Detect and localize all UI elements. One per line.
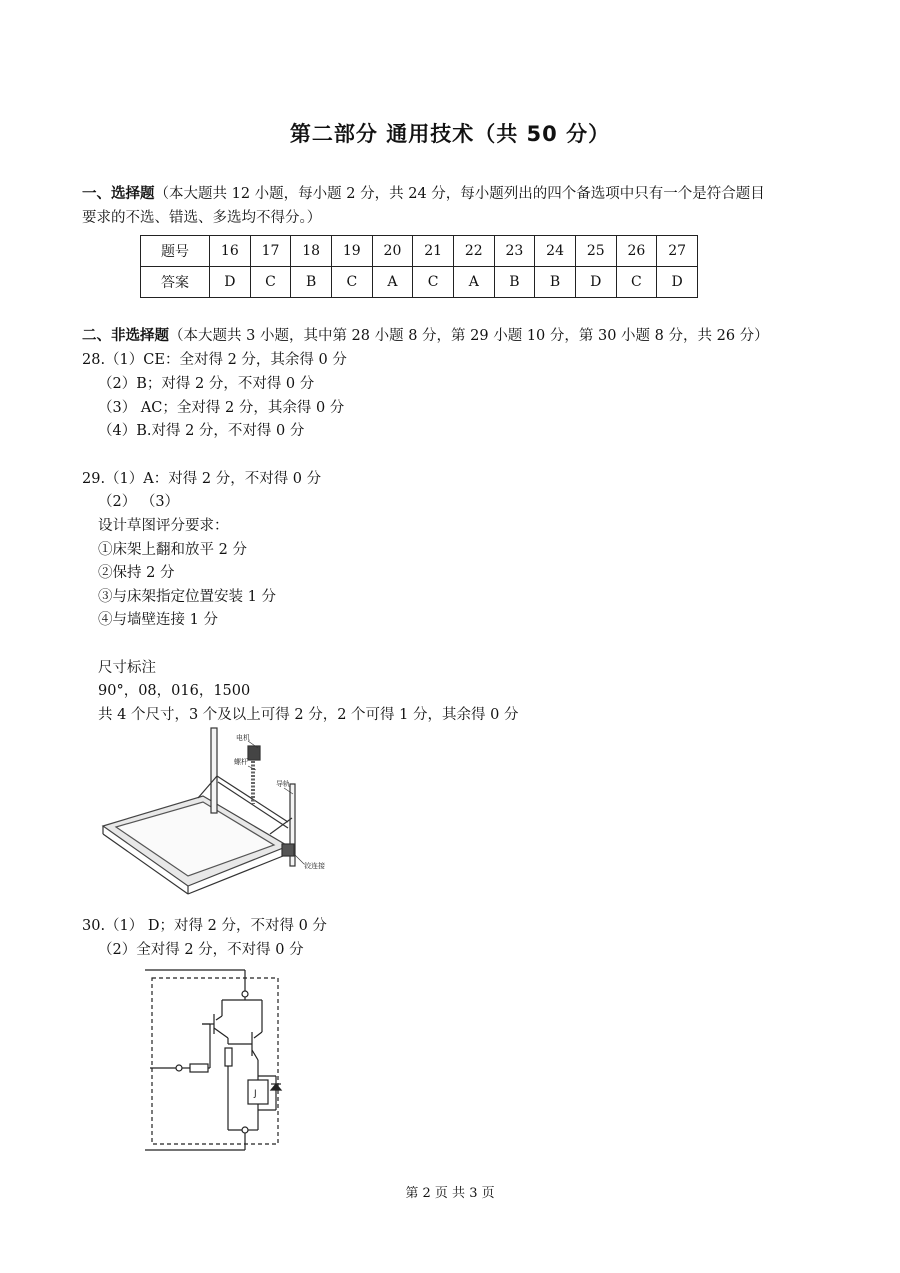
section1-intro bbox=[82, 182, 765, 203]
answer-cell: B bbox=[535, 267, 576, 298]
q28-line: （3） AC；全对得 2 分，其余得 0 分 bbox=[98, 400, 345, 416]
answer-cell: B bbox=[494, 267, 535, 298]
q29-line: ④与墙壁连接 1 分 bbox=[98, 612, 218, 628]
table-row-answers bbox=[141, 267, 698, 298]
motor-label: 电机 bbox=[236, 734, 250, 742]
q28-line: 28.（1）CE：全对得 2 分，其余得 0 分 bbox=[82, 352, 347, 368]
answer-cell: C bbox=[250, 267, 291, 298]
dimension-values: 90°，08，016，1500 bbox=[98, 683, 251, 699]
section1-desc-line1: （本大题共 12 小题，每小题 2 分，共 24 分，每小题列出的四个备选项中只有一个是符合题目 bbox=[154, 186, 765, 202]
question-number: 21 bbox=[413, 236, 454, 267]
answer-cell: D bbox=[575, 267, 616, 298]
answer-cell: C bbox=[331, 267, 372, 298]
q29-line: ②保持 2 分 bbox=[98, 565, 175, 581]
question-number: 18 bbox=[291, 236, 332, 267]
answer-cell: D bbox=[210, 267, 251, 298]
question-number: 23 bbox=[494, 236, 535, 267]
question-number: 26 bbox=[616, 236, 657, 267]
bed-mechanism-figure bbox=[98, 726, 338, 896]
q29-line: （2） （3） bbox=[98, 494, 180, 510]
q29-line: 29.（1）A：对得 2 分，不对得 0 分 bbox=[82, 471, 322, 487]
question-number: 17 bbox=[250, 236, 291, 267]
question-number: 19 bbox=[331, 236, 372, 267]
answer-table bbox=[140, 235, 698, 298]
answer-cell: D bbox=[657, 267, 698, 298]
q29-line: 设计草图评分要求： bbox=[98, 518, 229, 534]
q28-line: （4）B.对得 2 分，不对得 0 分 bbox=[98, 423, 305, 439]
screw-label: 螺杆 bbox=[234, 758, 248, 766]
answer-cell: A bbox=[453, 267, 494, 298]
dimension-rule: 共 4 个尺寸，3 个及以上可得 2 分，2 个可得 1 分，其余得 0 分 bbox=[98, 707, 519, 723]
answer-cell: C bbox=[616, 267, 657, 298]
page-title: 第二部分 通用技术（共 50 分） bbox=[289, 122, 611, 146]
relay-label: J bbox=[254, 1089, 257, 1099]
section2-heading: 二、非选择题 bbox=[82, 328, 169, 344]
hinge-label: 铰连接 bbox=[304, 862, 325, 870]
question-number: 20 bbox=[372, 236, 413, 267]
q29-line: ①床架上翻和放平 2 分 bbox=[98, 542, 247, 558]
table-header-question: 题号 bbox=[141, 236, 210, 267]
dimension-title: 尺寸标注 bbox=[98, 660, 156, 676]
circuit-figure bbox=[140, 962, 290, 1152]
answer-cell: C bbox=[413, 267, 454, 298]
question-number: 24 bbox=[535, 236, 576, 267]
page-number: 第 2 页 共 3 页 bbox=[405, 1186, 495, 1201]
question-number: 25 bbox=[575, 236, 616, 267]
q29-line: ③与床架指定位置安装 1 分 bbox=[98, 589, 276, 605]
section1-desc-line2: 要求的不选、错选、多选均不得分。） bbox=[82, 210, 322, 226]
answer-cell: B bbox=[291, 267, 332, 298]
section2-desc: （本大题共 3 小题，其中第 28 小题 8 分，第 29 小题 10 分，第 30 小题 8 分，共 26 分） bbox=[169, 328, 769, 344]
q30-line: 30.（1） D；对得 2 分，不对得 0 分 bbox=[82, 918, 327, 934]
question-number: 16 bbox=[210, 236, 251, 267]
table-header-answer: 答案 bbox=[141, 267, 210, 298]
q30-line: （2）全对得 2 分，不对得 0 分 bbox=[98, 942, 304, 958]
question-number: 27 bbox=[657, 236, 698, 267]
answer-cell: A bbox=[372, 267, 413, 298]
question-number: 22 bbox=[453, 236, 494, 267]
section2-intro bbox=[82, 324, 769, 345]
section1-heading: 一、选择题 bbox=[82, 186, 155, 202]
table-row-questions bbox=[141, 236, 698, 267]
q28-line: （2）B；对得 2 分，不对得 0 分 bbox=[98, 376, 315, 392]
rail-label: 导轨 bbox=[276, 780, 290, 788]
